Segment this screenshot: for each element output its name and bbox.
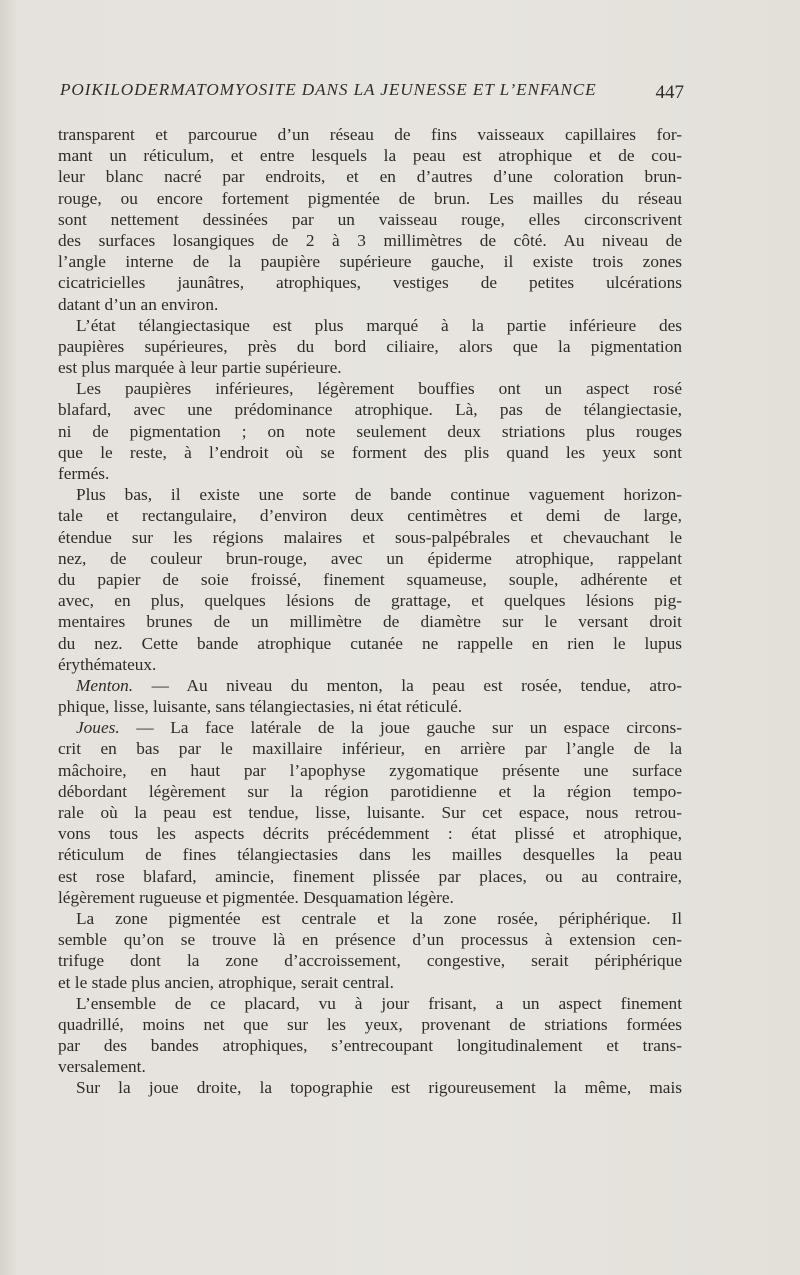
text-line: La zone pigmentée est centrale et la zone rosée, périphérique. Il [76, 908, 682, 928]
text-line: étendue sur les régions malaires et sous-palpébrales et chevauchant le [58, 527, 682, 547]
text-line: cicatricielles jaunâtres, atrophiques, vestiges de petites ulcérations [58, 273, 682, 293]
menton-text: — Au niveau du menton, la peau est rosée, tendue, atro- [151, 675, 683, 695]
text-line: versalement. [58, 1057, 146, 1077]
text-line: que le reste, à l’endroit où se forment des plis quand les yeux sont [58, 442, 682, 462]
text-line: débordant légèrement sur la région parotidienne et la région tempo- [58, 781, 682, 801]
text-line: transparent et parcourue d’un réseau de fins vaisseaux capillaires for- [58, 125, 682, 144]
text-line: rale où la peau est tendue, lisse, luisante. Sur cet espace, nous retrou- [58, 803, 682, 822]
text-line: ni de pigmentation ; on note seulement deux striations plus rouges [58, 421, 682, 441]
text-line: phique, lisse, luisante, sans télangiectasies, ni état réticulé. [58, 697, 463, 717]
text-line: fermés. [58, 464, 110, 483]
text-line: datant d’un an environ. [58, 294, 219, 314]
body-text [58, 124, 682, 1099]
text-line: et le stade plus ancien, atrophique, serait central. [58, 972, 394, 992]
text-line: est rose blafard, amincie, finement plissée par places, ou au contraire, [58, 866, 682, 886]
text-line: du papier de soie froissé, finement squameuse, souple, adhérente et [58, 569, 682, 589]
text-line: Plus bas, il existe une sorte de bande continue vaguement horizon- [76, 485, 682, 505]
text-line: rouge, ou encore fortement pigmentée de brun. Les mailles du réseau [58, 188, 682, 208]
text-line: sont nettement dessinées par un vaisseau rouge, elles circonscrivent [58, 209, 682, 229]
text-line: avec, en plus, quelques lésions de grattage, et quelques lésions pig- [58, 591, 682, 611]
text-line: est plus marquée à leur partie supérieure. [58, 358, 342, 378]
text-line: Les paupières inférieures, légèrement bouffies ont un aspect rosé [76, 379, 682, 399]
text-line: érythémateux. [58, 654, 157, 674]
text-line: paupières supérieures, près du bord ciliaire, alors que la pigmentation [58, 336, 682, 356]
text-line: mâchoire, en haut par l’apophyse zygomatique présente une surface [58, 760, 682, 780]
text-line: vons tous les aspects décrits précédemment : état plissé et atrophique, [58, 824, 682, 844]
text-line: L’ensemble de ce placard, vu à jour frisant, a un aspect finement [76, 993, 682, 1013]
menton-line [58, 675, 682, 696]
text-line: blafard, avec une prédominance atrophique. Là, pas de télangiectasie, [58, 400, 682, 420]
text-line: réticulum de fines télangiectasies dans les mailles desquelles la peau [58, 845, 682, 865]
text-line: semble qu’on se trouve là en présence d’un processus à extension cen- [58, 930, 682, 950]
text-line: quadrillé, moins net que sur les yeux, provenant de striations formées [58, 1014, 682, 1034]
page-number: 447 [655, 82, 684, 103]
text-line: l’angle interne de la paupière supérieure gauche, il existe trois zones [58, 252, 682, 272]
text-line: légèrement rugueuse et pigmentée. Desquamation légère. [58, 887, 454, 907]
text-line: Sur la joue droite, la topographie est rigoureusement la même, mais [76, 1078, 682, 1098]
text-line: par des bandes atrophiques, s’entrecoupant longitudinalement et trans- [58, 1036, 682, 1056]
text-line: leur blanc nacré par endroits, et en d’autres d’une coloration brun- [58, 167, 682, 187]
text-line: mant un réticulum, et entre lesquels la peau est atrophique et de cou- [58, 146, 682, 166]
text-line: des surfaces losangiques de 2 à 3 millimètres de côté. Au niveau de [58, 230, 682, 250]
running-title: POIKILODERMATOMYOSITE DANS LA JEUNESSE ET L’ENFANCE [60, 80, 597, 99]
text-line: trifuge dont la zone d’accroissement, congestive, serait périphérique [58, 951, 682, 971]
running-head [60, 78, 684, 106]
menton-heading: Menton. [76, 675, 134, 695]
text-line: crit en bas par le maxillaire inférieur, en arrière par l’angle de la [58, 739, 682, 759]
text-line: mentaires brunes de un millimètre de diamètre sur le versant droit [58, 612, 682, 632]
joues-line [58, 717, 682, 738]
text-line: tale et rectangulaire, d’environ deux centimètres et demi de large, [58, 506, 682, 526]
joues-text: — La face latérale de la joue gauche sur un espace circons- [136, 718, 682, 738]
text-line: L’état télangiectasique est plus marqué à la partie inférieure des [76, 315, 682, 335]
text-line: nez, de couleur brun-rouge, avec un épiderme atrophique, rappelant [58, 548, 682, 568]
joues-heading: Joues. [76, 718, 120, 738]
text-line: du nez. Cette bande atrophique cutanée ne rappelle en rien le lupus [58, 633, 682, 653]
